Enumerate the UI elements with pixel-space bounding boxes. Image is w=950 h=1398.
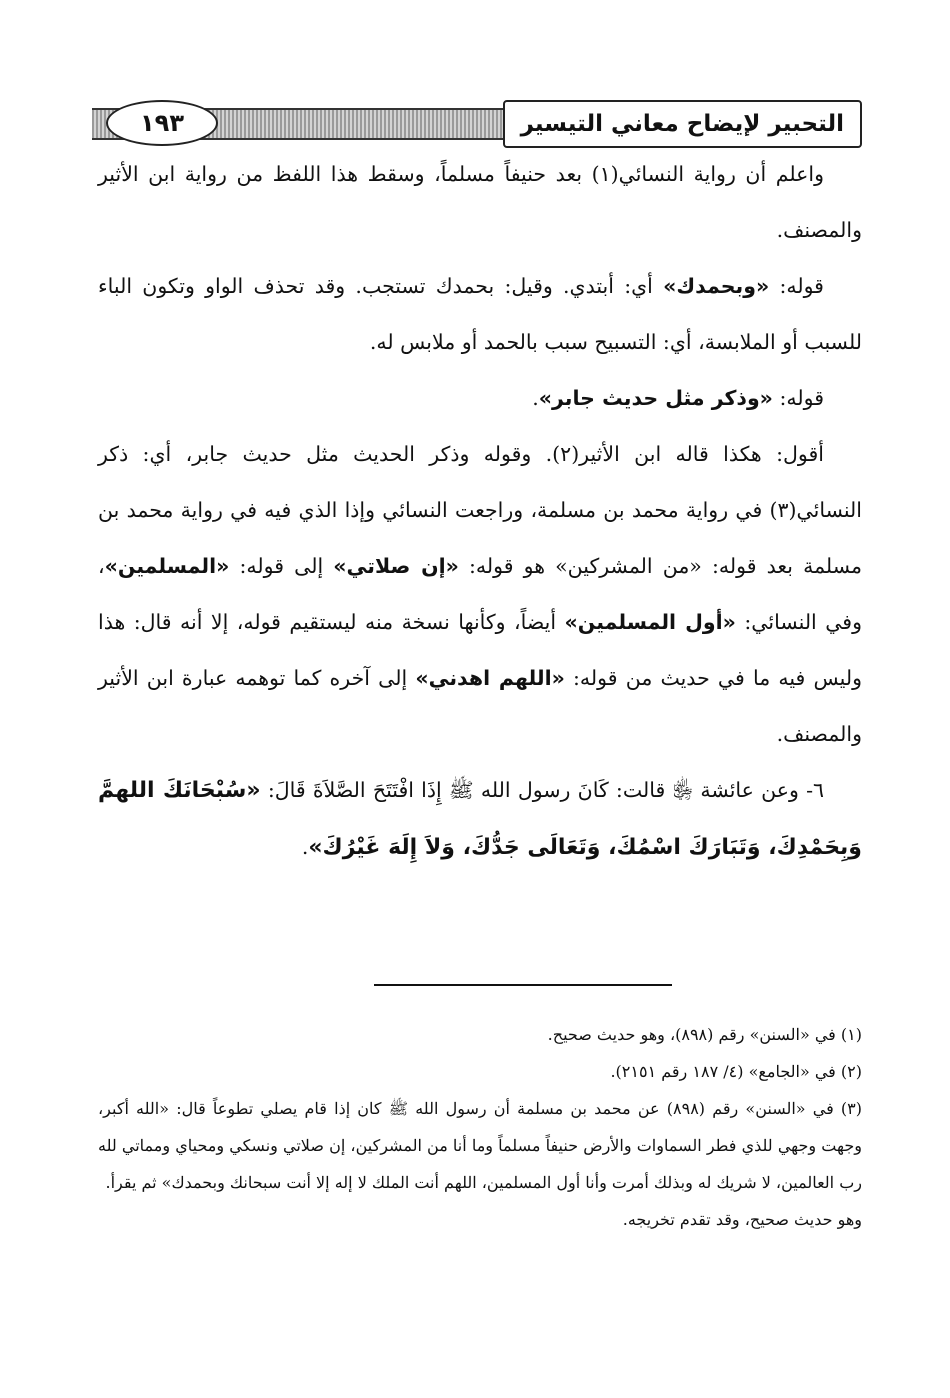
footnote-1: (١) في «السنن» رقم (٨٩٨)، وهو حديث صحيح. (547, 1025, 862, 1044)
paragraph-4: أقول: هكذا قاله ابن الأثير(٢). وقوله وذكر الحديث مثل حديث جابر، أي: ذكر النسائي(٣) في رواية محمد بن مسلمة، وراجعت النسائي وإذا الذي فيه في رواية محمد بن مسلمة بعد قوله: «من المشركين» هو قوله: «إن صلاتي» إلى قوله: «المسلمين»، وفي النسائي: «أول المسلمين» أيضاً، وكأنها نسخة منه ليستقيم قوله، إلا أنه قال: هذا وليس فيه ما في حديث من قوله: «اللهم اهدني» إلى آخره كما توهمه عبارة ابن الأثير والمصنف. (98, 442, 862, 746)
quoted-phrase: «اللهم اهدني» (415, 666, 565, 690)
footnote-3-continuation: وهو حديث صحيح، وقد تقدم تخريجه. (622, 1210, 862, 1229)
page-number: ١٩٣ (106, 100, 218, 146)
quoted-phrase: «المسلمين» (104, 554, 230, 578)
footnote-3: (٣) في «السنن» رقم (٨٩٨) عن محمد بن مسلمة أن رسول الله ﷺ كان إذا قام يصلي تطوعاً قال: «الله أكبر، وجهت وجهي للذي فطر السماوات والأرض حنيفاً مسلماً وما أنا من المشركين، إن صلاتي ونسكي ومحياي ومماتي لله رب العالمين، لا شريك له وبذلك أمرت وأنا أول المسلمين، اللهم أنت الملك لا إله إلا أنت سبحانك وبحمدك» ثم يقرأ. (98, 1099, 863, 1192)
book-title: التحبير لإيضاح معاني التيسير (503, 100, 862, 148)
paragraph-2: قوله: «وبحمدك» أي: أبتدي. وقيل: بحمدك تستجب. وقد تحذف الواو وتكون الباء للسبب أو الملابسة، أي: التسبيح سبب بالحمد أو ملابس له. (98, 274, 862, 354)
quoted-phrase: «أول المسلمين» (564, 610, 736, 634)
footnote-2: (٢) في «الجامع» (٤/ ١٨٧ رقم ٢١٥١). (610, 1062, 862, 1081)
running-header (92, 96, 862, 152)
quoted-phrase: «وبحمدك» (663, 274, 770, 298)
paragraph-3: قوله: «وذكر مثل حديث جابر». (532, 386, 824, 410)
paragraph-1: واعلم أن رواية النسائي(١) بعد حنيفاً مسلماً، وسقط هذا اللفظ من رواية ابن الأثير والمصنف. (98, 162, 862, 242)
quoted-phrase: «وذكر مثل حديث جابر» (538, 386, 773, 410)
hadith-text: «سُبْحَانَكَ اللهمَّ وَبِحَمْدِكَ، وَتَبَارَكَ اسْمُكَ، وَتَعَالَى جَدُّكَ، وَلاَ إِلَهَ غَيْرُكَ» (98, 778, 862, 860)
footnote-separator (374, 984, 672, 986)
footnotes (98, 1016, 862, 1238)
main-text (98, 146, 862, 876)
quoted-phrase: «إن صلاتي» (333, 554, 459, 578)
hadith-paragraph: ٦- وعن عائشة ﵂ قالت: كَانَ رسول الله ﷺ إِذَا افْتَتَحَ الصَّلاَةَ قَالَ: «سُبْحَانَكَ اللهمَّ وَبِحَمْدِكَ، وَتَبَارَكَ اسْمُكَ، وَتَعَالَى جَدُّكَ، وَلاَ إِلَهَ غَيْرُكَ». (98, 778, 862, 860)
